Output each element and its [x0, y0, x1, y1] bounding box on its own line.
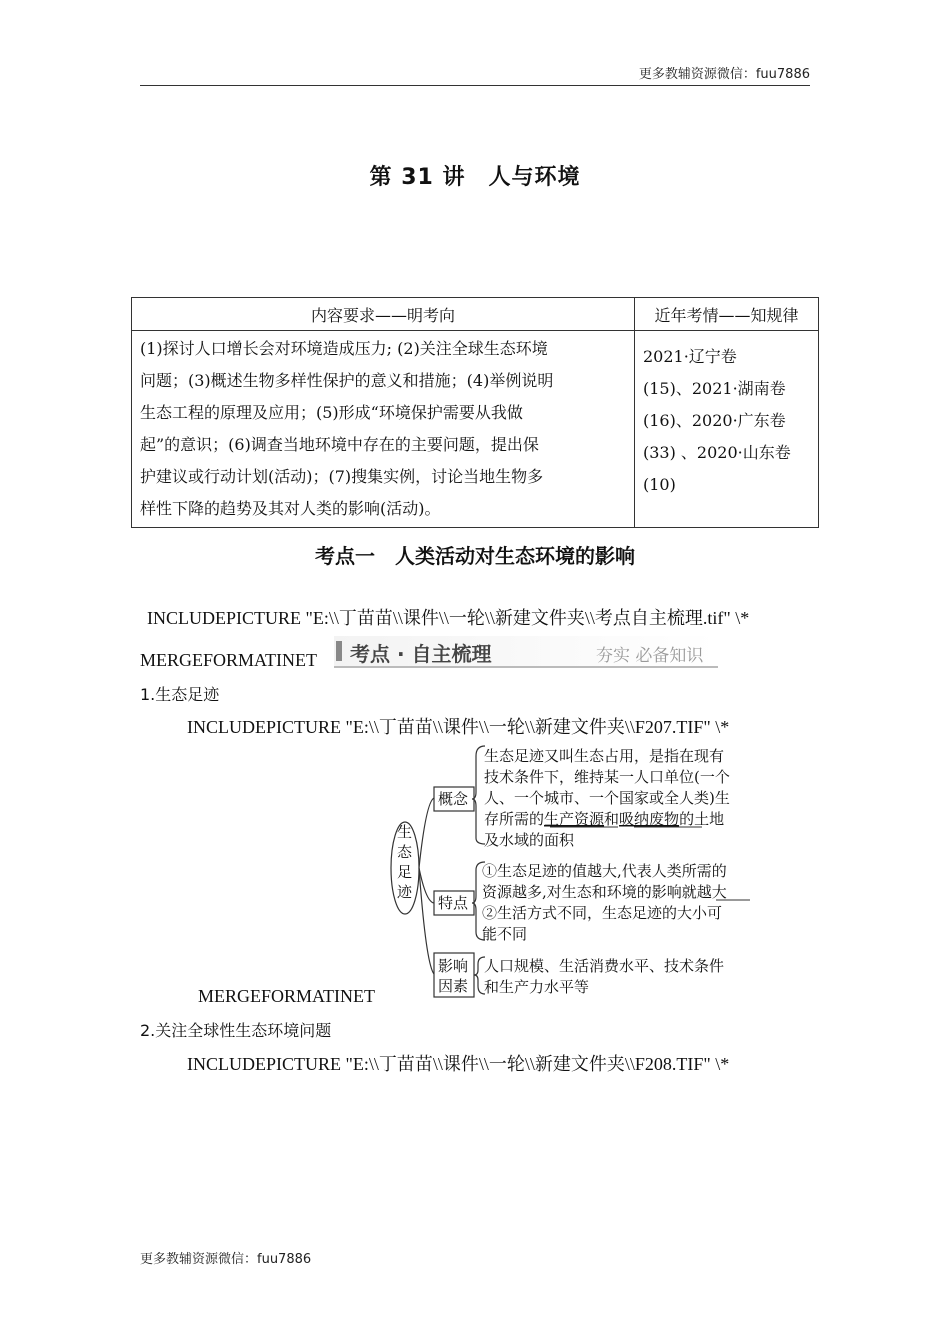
requirements-table	[131, 297, 819, 528]
page-footer: 更多教辅资源微信：fuu7886	[140, 1252, 312, 1267]
field-code-line: INCLUDEPICTURE "E:\\丁苗苗\\课件\\一轮\\新建文件夹\\F208.TIF" \*	[187, 1054, 730, 1074]
field-code-line: INCLUDEPICTURE "E:\\丁苗苗\\课件\\一轮\\新建文件夹\\F207.TIF" \*	[187, 717, 730, 737]
exam-line: (16)、2020·广东卷	[643, 411, 786, 430]
feature-line: 资源越多,对生态和环境的影响就越大	[482, 883, 727, 901]
requirement-line: 问题；(3)概述生物多样性保护的意义和措施；(4)举例说明	[140, 371, 554, 390]
branch-label: 概念	[438, 790, 469, 808]
ecological-footprint-diagram	[388, 742, 768, 1004]
exam-line: 2021·辽宁卷	[643, 347, 737, 366]
requirement-line: (1)探讨人口增长会对环境造成压力; (2)关注全球生态环境	[140, 339, 548, 358]
concept-line: 及水域的面积	[484, 831, 575, 849]
page-title: 第 31 讲 人与环境	[369, 165, 581, 190]
table-header-content: 内容要求——明考向	[132, 298, 635, 331]
exam-line: (10)	[643, 475, 676, 494]
field-code-line: MERGEFORMATINET	[198, 986, 376, 1006]
requirement-line: 生态工程的原理及应用；(5)形成“环境保护需要从我做	[140, 403, 523, 422]
item-label: 1.生态足迹	[140, 685, 220, 704]
banner-subtitle: 夯实 必备知识	[596, 646, 704, 666]
feature-line: ①生态足迹的值越大,代表人类所需的	[482, 862, 727, 880]
table-header-exam: 近年考情——知规律	[635, 298, 819, 331]
header-rule	[140, 85, 810, 86]
page-header: 更多教辅资源微信：fuu7886	[638, 67, 810, 82]
root-char: 迹	[397, 883, 413, 901]
field-code-line: MERGEFORMATINET	[140, 650, 318, 670]
concept-line: 生态足迹又叫生态占用，是指在现有	[484, 747, 725, 765]
root-char: 生	[397, 823, 413, 841]
banner-title: 考点 · 自主梳理	[350, 642, 492, 666]
concept-line: 人、一个城市、一个国家或全人类)生	[484, 789, 730, 807]
requirement-line: 样性下降的趋势及其对人类的影响(活动)。	[140, 499, 441, 518]
section-heading: 考点一 人类活动对生态环境的影响	[315, 544, 635, 568]
requirement-line: 起”的意识；(6)调查当地环境中存在的主要问题，提出保	[140, 435, 539, 454]
branch-label: 影响	[438, 957, 469, 975]
feature-line: ②生活方式不同，生态足迹的大小可	[482, 904, 723, 922]
exam-line: (33) 、2020·山东卷	[643, 443, 791, 462]
section-banner	[334, 636, 718, 668]
concept-line: 技术条件下，维持某一人口单位(一个	[484, 768, 730, 786]
exam-line: (15)、2021·湖南卷	[643, 379, 786, 398]
connector	[419, 798, 434, 868]
content-requirements-cell	[132, 331, 635, 528]
root-char: 态	[397, 843, 413, 861]
connector	[419, 868, 434, 974]
factor-line: 和生产力水平等	[484, 978, 590, 996]
feature-line: 能不同	[482, 925, 528, 943]
exam-history-cell	[635, 331, 819, 528]
concept-line: 存所需的生产资源和吸纳废物的土地	[484, 810, 725, 828]
root-char: 足	[397, 863, 413, 881]
branch-label: 特点	[438, 894, 469, 912]
branch-label: 因素	[438, 977, 469, 995]
factor-line: 人口规模、生活消费水平、技术条件	[484, 957, 725, 975]
requirement-line: 护建议或行动计划(活动)；(7)搜集实例，讨论当地生物多	[140, 467, 544, 486]
banner-bar	[336, 641, 342, 661]
field-code-line: INCLUDEPICTURE "E:\\丁苗苗\\课件\\一轮\\新建文件夹\\考点自主梳理.tif" \*	[147, 608, 750, 628]
item-label: 2.关注全球性生态环境问题	[140, 1021, 332, 1040]
